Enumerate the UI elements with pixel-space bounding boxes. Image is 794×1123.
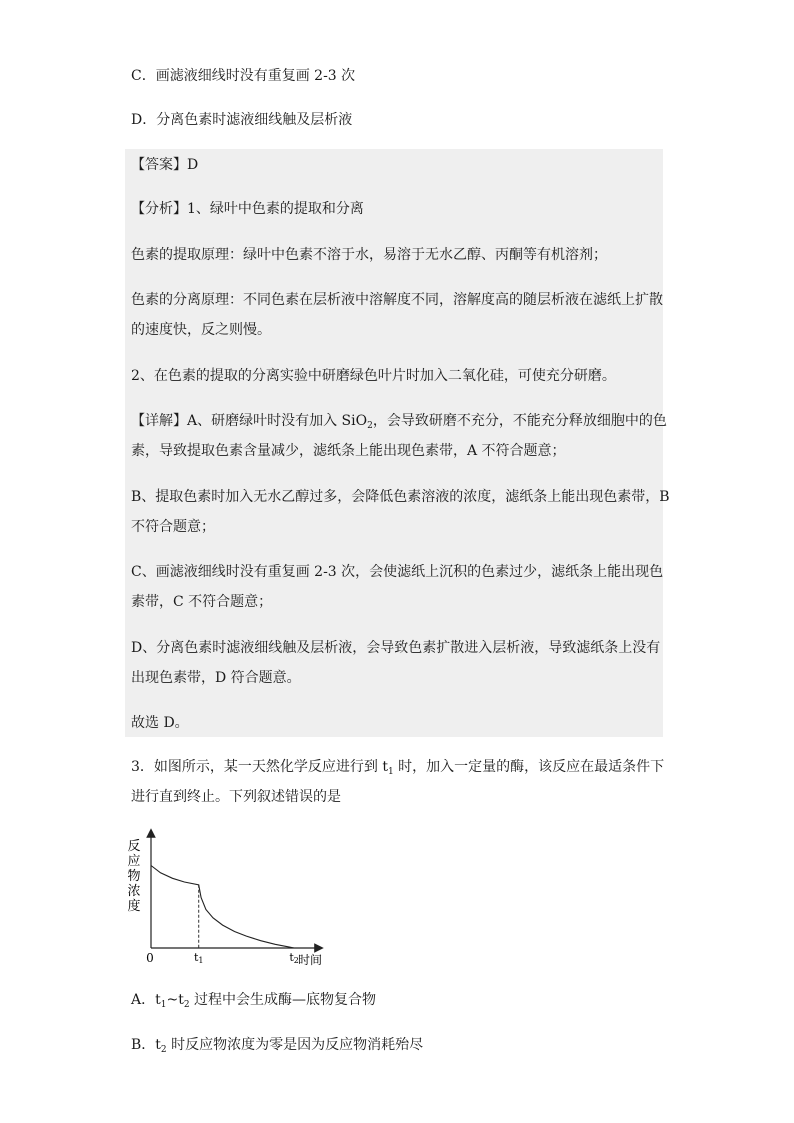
y-axis-label-2: 应 [127,854,141,869]
q3-stem-post: 时，加入一定量的酶，该反应在最适条件下 [393,759,665,775]
prev-option-c: C．画滤液细线时没有重复画 2-3 次 [131,68,356,84]
prev-option-d: D．分离色素时滤液细线触及层析液 [131,112,353,128]
detail-b-line1: B、提取色素时加入无水乙醇过多，会降低色素溶液的浓度，滤纸条上能出现色素带，B [131,489,670,505]
detail-a-line1 [131,411,667,436]
q3-b-post: 时反应物浓度为零是因为反应物消耗殆尽 [166,1037,424,1053]
x-tick-t2-sub: 2 [293,956,299,965]
q3-a-post: 过程中会生成酶—底物复合物 [189,992,377,1008]
q3-stem-sub: 1 [387,767,394,777]
question3-option-a [131,990,376,1015]
answer: 【答案】D [131,157,199,173]
x-tick-t1-sub: 1 [198,956,204,965]
analysis-separation-1: 色素的分离原理：不同色素在层析液中溶解度不同，溶解度高的随层析液在滤纸上扩散 [131,292,663,308]
q3-a-sub2: 2 [183,1000,190,1010]
detail-a-sub: 2 [367,421,373,431]
origin-label: 0 [146,951,154,965]
conclusion: 故选 D。 [131,715,189,731]
detail-c-line2: 素带，C 不符合题意； [131,594,273,610]
detail-a-text-post: ，会导致研磨不充分，不能充分释放细胞中的色 [372,413,667,429]
analysis-extraction: 色素的提取原理：绿叶中色素不溶于水，易溶于无水乙醇、丙酮等有机溶剂； [131,247,607,263]
x-tick-t1-main: t [193,951,199,964]
detail-a-line2: 素，导致提取色素含量减少，滤纸条上能出现色素带，A 不符合题意； [131,443,566,459]
q3-a-pre: A．t [131,992,161,1008]
q3-a-mid: ~t [166,992,184,1008]
detail-d-line1: D、分离色素时滤液细线触及层析液，会导致色素扩散进入层析液，导致滤纸条上没有 [131,640,661,656]
q3-b-sub: 2 [160,1045,167,1055]
y-axis-label-1: 反 [127,839,141,854]
detail-d-line2: 出现色素带，D 符合题意。 [131,670,301,686]
reaction-concentration-chart [126,828,332,970]
detail-a-text-pre: 【详解】A、研磨绿叶时没有加入 SiO [131,413,368,429]
y-axis-label-4: 浓 [127,884,141,899]
question3-stem-line1 [131,757,664,782]
x-tick-t1 [194,951,204,965]
detail-c-line1: C、画滤液细线时没有重复画 2-3 次，会使滤纸上沉积的色素过少，滤纸条上能出现色 [131,564,664,580]
y-axis-label-3: 物 [127,869,141,884]
concentration-curve [151,866,294,949]
y-axis-label-5: 度 [127,899,141,914]
detail-b-line2: 不符合题意； [131,519,215,535]
analysis-separation-2: 的速度快，反之则慢。 [131,322,271,338]
q3-stem-pre: 3．如图所示，某一天然化学反应进行到 t [131,759,388,775]
question3-option-b [131,1035,423,1060]
x-tick-t2-main: t [289,951,294,964]
q3-a-sub1: 1 [160,1000,167,1010]
analysis-heading: 【分析】1、绿叶中色素的提取和分离 [131,201,364,217]
question3-stem-line2: 进行直到终止。下列叙述错误的是 [131,789,341,805]
analysis-grinding: 2、在色素的提取的分离实验中研磨绿色叶片时加入二氧化硅，可使充分研磨。 [131,368,616,384]
x-axis-label: 时间 [297,953,323,967]
q3-b-pre: B．t [131,1037,161,1053]
